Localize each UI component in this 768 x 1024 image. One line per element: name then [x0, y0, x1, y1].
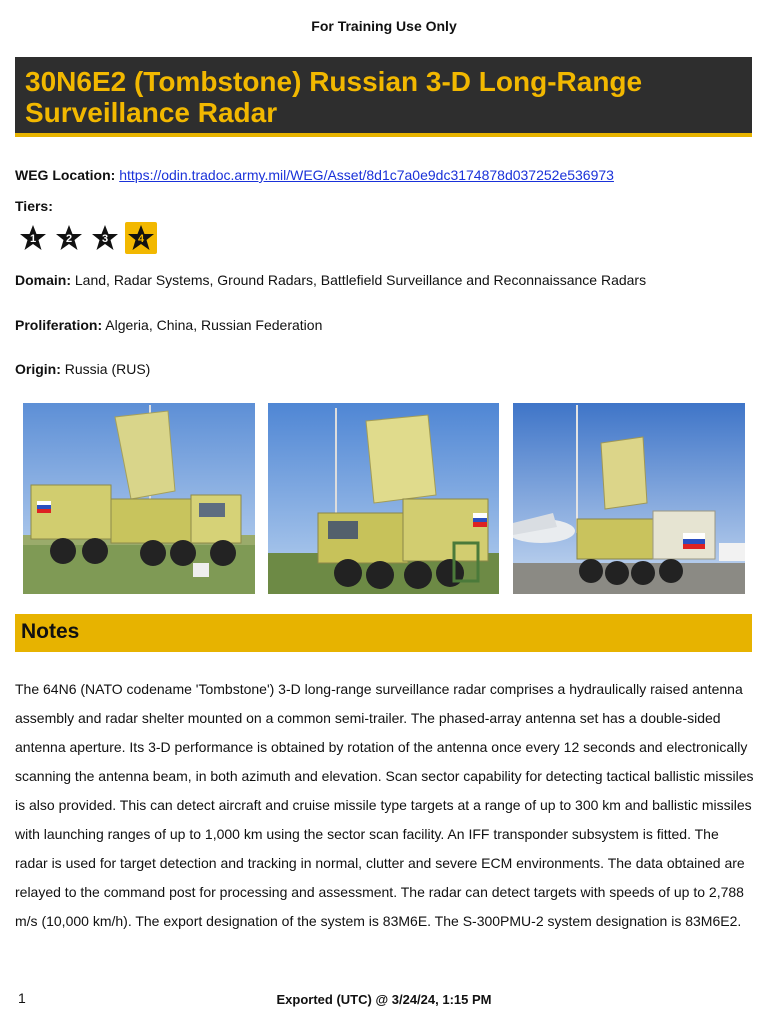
origin-value: Russia (RUS): [64, 361, 151, 377]
proliferation-value: Algeria, China, Russian Federation: [105, 317, 323, 333]
tier-2-icon: [53, 222, 85, 254]
page-number: 1: [18, 990, 26, 1006]
weg-label: WEG Location:: [15, 167, 116, 183]
weg-location-row: [15, 167, 614, 183]
proliferation-label: Proliferation:: [15, 317, 103, 333]
training-banner: For Training Use Only: [311, 18, 457, 34]
export-timestamp: Exported (UTC) @ 3/24/24, 1:15 PM: [276, 992, 492, 1007]
tiers-label: Tiers:: [15, 198, 53, 214]
tier-label: 1: [29, 233, 37, 245]
title-block: [15, 57, 752, 137]
notes-heading: Notes: [21, 620, 80, 643]
radar-photo-1[interactable]: [23, 403, 255, 594]
tier-1-icon: [17, 222, 49, 254]
domain-row: [15, 272, 646, 288]
notes-text: The 64N6 (NATO codename 'Tombstone') 3-D long-range surveillance radar comprises a hydraulically raised antenna assembly and radar shelter mounted on a common semi-trailer. The phased-array antenna set has a double-sided antenna aperture. Its 3-D performance is obtained by rotation of the antenna once every 12 seconds and electronically scanning the antenna beam, in both azimuth and elevation. Scan sector capability for detecting tactical ballistic missiles is also provided. This can detect aircraft and cruise missile type targets at a range of up to 300 km and ballistic missiles with launching ranges of up to 1,000 km using the sector scan facility. An IFF transponder subsystem is fitted. The radar is used for target detection and tracking in normal, clutter and severe ECM environments. The data obtained are relayed to the command post for processing and assessment. The radar can detect targets with speeds of up to 2,788 m/s (10,000 km/h). The export designation of the system is 83M6E. The S-300PMU-2 system designation is 83M6E2.: [15, 681, 754, 929]
proliferation-row: [15, 317, 322, 333]
tier-3-icon: [89, 222, 121, 254]
origin-label: Origin:: [15, 361, 61, 377]
tier-label: 4: [137, 233, 145, 245]
tiers-row: [17, 222, 157, 254]
origin-row: [15, 361, 150, 377]
tier-4-icon: [125, 222, 157, 254]
notes-header: [15, 614, 752, 652]
weg-link[interactable]: https://odin.tradoc.army.mil/WEG/Asset/8d1c7a0e9dc3174878d037252e536973: [119, 167, 614, 183]
tier-label: 2: [65, 233, 73, 245]
domain-label: Domain:: [15, 272, 71, 288]
radar-photo-2[interactable]: [268, 403, 499, 594]
tier-label: 3: [101, 233, 109, 245]
page-title: 30N6E2 (Tombstone) Russian 3-D Long-Range Surveillance Radar: [25, 66, 643, 128]
domain-value: Land, Radar Systems, Ground Radars, Battlefield Surveillance and Reconnaissance Radars: [74, 272, 647, 288]
radar-photo-3[interactable]: [513, 403, 745, 594]
